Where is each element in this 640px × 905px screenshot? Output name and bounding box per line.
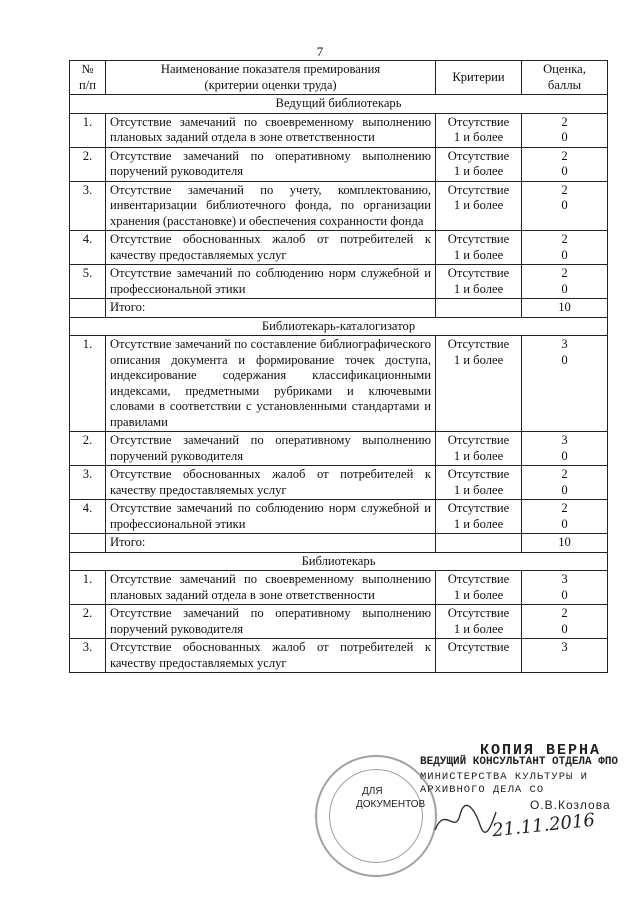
row-indicator-name: Отсутствие обоснованных жалоб от потребителей к качеству предоставляемых услуг <box>106 231 436 265</box>
criteria-value: Отсутствие <box>447 266 510 280</box>
criteria-value: 1 и более <box>453 130 504 144</box>
criteria-value: Отсутствие <box>447 640 510 654</box>
score-value: 2 <box>561 182 568 197</box>
score-value: 3 <box>561 640 568 654</box>
criteria-value: Отсутствие <box>447 148 510 163</box>
table-row <box>70 605 608 639</box>
score-value: 0 <box>561 516 568 531</box>
table-row <box>70 265 608 299</box>
score-value: 0 <box>561 482 568 497</box>
score-value: 3 <box>561 572 568 586</box>
row-criteria <box>436 147 522 181</box>
row-indicator-name: Отсутствие замечаний по оперативному выполнению поручений руководителя <box>106 605 436 639</box>
table-row <box>70 231 608 265</box>
row-criteria <box>436 265 522 299</box>
total-empty <box>70 299 106 318</box>
criteria-value: Отсутствие <box>447 501 510 515</box>
score-value: 0 <box>561 198 568 212</box>
table-row <box>70 432 608 466</box>
row-score <box>522 147 608 181</box>
page-number: 7 <box>316 44 324 59</box>
criteria-value: Отсутствие <box>447 606 510 620</box>
row-score <box>522 181 608 231</box>
row-indicator-name: Отсутствие замечаний по своевременному выполнению плановых заданий отдела в зоне ответственности <box>106 571 436 605</box>
total-row <box>70 534 608 553</box>
score-value: 2 <box>561 501 568 515</box>
stamp-department-line: АРХИВНОГО ДЕЛА СО <box>420 784 545 796</box>
score-value: 2 <box>561 148 568 163</box>
row-number: 3. <box>70 639 106 673</box>
signature-date: 21.11.2016 <box>491 809 596 842</box>
row-score <box>522 639 608 673</box>
row-score <box>522 500 608 534</box>
row-score <box>522 265 608 299</box>
row-indicator-name: Отсутствие замечаний по соблюдению норм служебной и профессиональной этики <box>106 265 436 299</box>
table-header-row <box>70 61 608 95</box>
row-score <box>522 231 608 265</box>
score-value: 0 <box>561 281 568 296</box>
section-header-row <box>70 552 608 571</box>
score-value: 0 <box>561 621 568 636</box>
row-score <box>522 113 608 147</box>
row-criteria <box>436 181 522 231</box>
signer-name: О.В.Козлова <box>530 798 611 812</box>
row-indicator-name: Отсутствие обоснованных жалоб от потребителей к качеству предоставляемых услуг <box>106 466 436 500</box>
seal-label-for: ДЛЯ <box>362 786 383 797</box>
row-number: 3. <box>70 466 106 500</box>
score-value: 3 <box>561 337 568 351</box>
row-score <box>522 605 608 639</box>
row-score <box>522 466 608 500</box>
criteria-value: Отсутствие <box>447 467 510 481</box>
total-row <box>70 299 608 318</box>
criteria-value: Отсутствие <box>447 337 510 351</box>
row-indicator-name: Отсутствие замечаний по составление библиографического описания документа и формирование точек доступа, индексирование содержания классификационными индексами, предметными рубриками и ключевыми словами в соответствии с установленными стандартами и правилами <box>106 336 436 432</box>
bonus-criteria-table <box>69 60 608 673</box>
table-row <box>70 147 608 181</box>
row-criteria <box>436 500 522 534</box>
row-criteria <box>436 432 522 466</box>
row-criteria <box>436 113 522 147</box>
stamp-ministry-line: МИНИСТЕРСТВА КУЛЬТУРЫ И <box>420 771 588 783</box>
criteria-value: Отсутствие <box>447 114 510 129</box>
row-criteria <box>436 336 522 432</box>
criteria-value: 1 и более <box>453 164 504 178</box>
header-num: № п/п <box>70 61 106 95</box>
row-number: 5. <box>70 265 106 299</box>
row-number: 2. <box>70 605 106 639</box>
row-number: 2. <box>70 147 106 181</box>
score-value: 0 <box>561 448 568 463</box>
header-score: Оценка, баллы <box>522 61 608 95</box>
table-row <box>70 500 608 534</box>
section-header-row <box>70 95 608 114</box>
score-value: 3 <box>561 433 568 447</box>
criteria-value: Отсутствие <box>447 572 510 586</box>
row-criteria <box>436 639 522 673</box>
row-criteria <box>436 571 522 605</box>
criteria-value: 1 и более <box>453 448 504 463</box>
criteria-value: 1 и более <box>453 621 504 636</box>
row-score <box>522 336 608 432</box>
round-seal <box>315 755 437 877</box>
row-indicator-name: Отсутствие замечаний по своевременному выполнению плановых заданий отдела в зоне ответственности <box>106 113 436 147</box>
section-title: Библиотекарь-каталогизатор <box>70 317 608 336</box>
row-number: 4. <box>70 231 106 265</box>
table-body <box>70 95 608 673</box>
total-empty <box>436 299 522 318</box>
criteria-value: 1 и более <box>453 281 504 296</box>
total-label: Итого: <box>106 534 436 553</box>
row-number: 3. <box>70 181 106 231</box>
row-number: 2. <box>70 432 106 466</box>
score-value: 2 <box>561 266 568 280</box>
row-indicator-name: Отсутствие замечаний по оперативному выполнению поручений руководителя <box>106 432 436 466</box>
score-value: 0 <box>561 130 568 144</box>
header-name: Наименование показателя премирования (критерии оценки труда) <box>106 61 436 95</box>
criteria-value: 1 и более <box>453 516 504 531</box>
score-value: 0 <box>561 164 568 178</box>
table-row <box>70 113 608 147</box>
table-row <box>70 571 608 605</box>
row-number: 4. <box>70 500 106 534</box>
score-value: 2 <box>561 606 568 620</box>
row-indicator-name: Отсутствие замечаний по оперативному выполнению поручений руководителя <box>106 147 436 181</box>
row-indicator-name: Отсутствие замечаний по учету, комплектованию, инвентаризации библиотечного фонда, по организации хранения (расстановке) и обеспечения сохранности фонда <box>106 181 436 231</box>
score-value: 0 <box>561 352 568 367</box>
score-value: 2 <box>561 114 568 129</box>
row-number: 1. <box>70 571 106 605</box>
header-criteria: Критерии <box>436 61 522 95</box>
row-number: 1. <box>70 113 106 147</box>
signature-icon <box>430 800 500 840</box>
table-row <box>70 466 608 500</box>
copy-verified-title: КОПИЯ ВЕРНА <box>480 742 602 759</box>
total-value: 10 <box>522 299 608 318</box>
total-value: 10 <box>522 534 608 553</box>
table-row <box>70 336 608 432</box>
total-label: Итого: <box>106 299 436 318</box>
row-indicator-name: Отсутствие замечаний по соблюдению норм служебной и профессиональной этики <box>106 500 436 534</box>
seal-label-documents: ДОКУМЕНТОВ <box>356 799 426 810</box>
criteria-value: Отсутствие <box>447 232 510 246</box>
section-title: Ведущий библиотекарь <box>70 95 608 114</box>
total-empty <box>70 534 106 553</box>
row-indicator-name: Отсутствие обоснованных жалоб от потребителей к качеству предоставляемых услуг <box>106 639 436 673</box>
total-empty <box>436 534 522 553</box>
stamp-position-line: ВЕДУЩИЙ КОНСУЛЬТАНТ ОТДЕЛА ФПО <box>420 756 619 768</box>
row-score <box>522 571 608 605</box>
criteria-value: Отсутствие <box>447 182 510 197</box>
row-number: 1. <box>70 336 106 432</box>
score-value: 0 <box>561 587 568 602</box>
row-criteria <box>436 605 522 639</box>
criteria-value: 1 и более <box>453 247 504 262</box>
table-row <box>70 639 608 673</box>
criteria-value: Отсутствие <box>447 433 510 447</box>
criteria-value: 1 и более <box>453 482 504 497</box>
row-criteria <box>436 231 522 265</box>
table-row <box>70 181 608 231</box>
section-title: Библиотекарь <box>70 552 608 571</box>
criteria-value: 1 и более <box>453 352 504 367</box>
criteria-value: 1 и более <box>453 198 504 212</box>
criteria-value: 1 и более <box>453 587 504 602</box>
score-value: 2 <box>561 467 568 481</box>
row-criteria <box>436 466 522 500</box>
section-header-row <box>70 317 608 336</box>
score-value: 0 <box>561 247 568 262</box>
row-score <box>522 432 608 466</box>
score-value: 2 <box>561 232 568 246</box>
